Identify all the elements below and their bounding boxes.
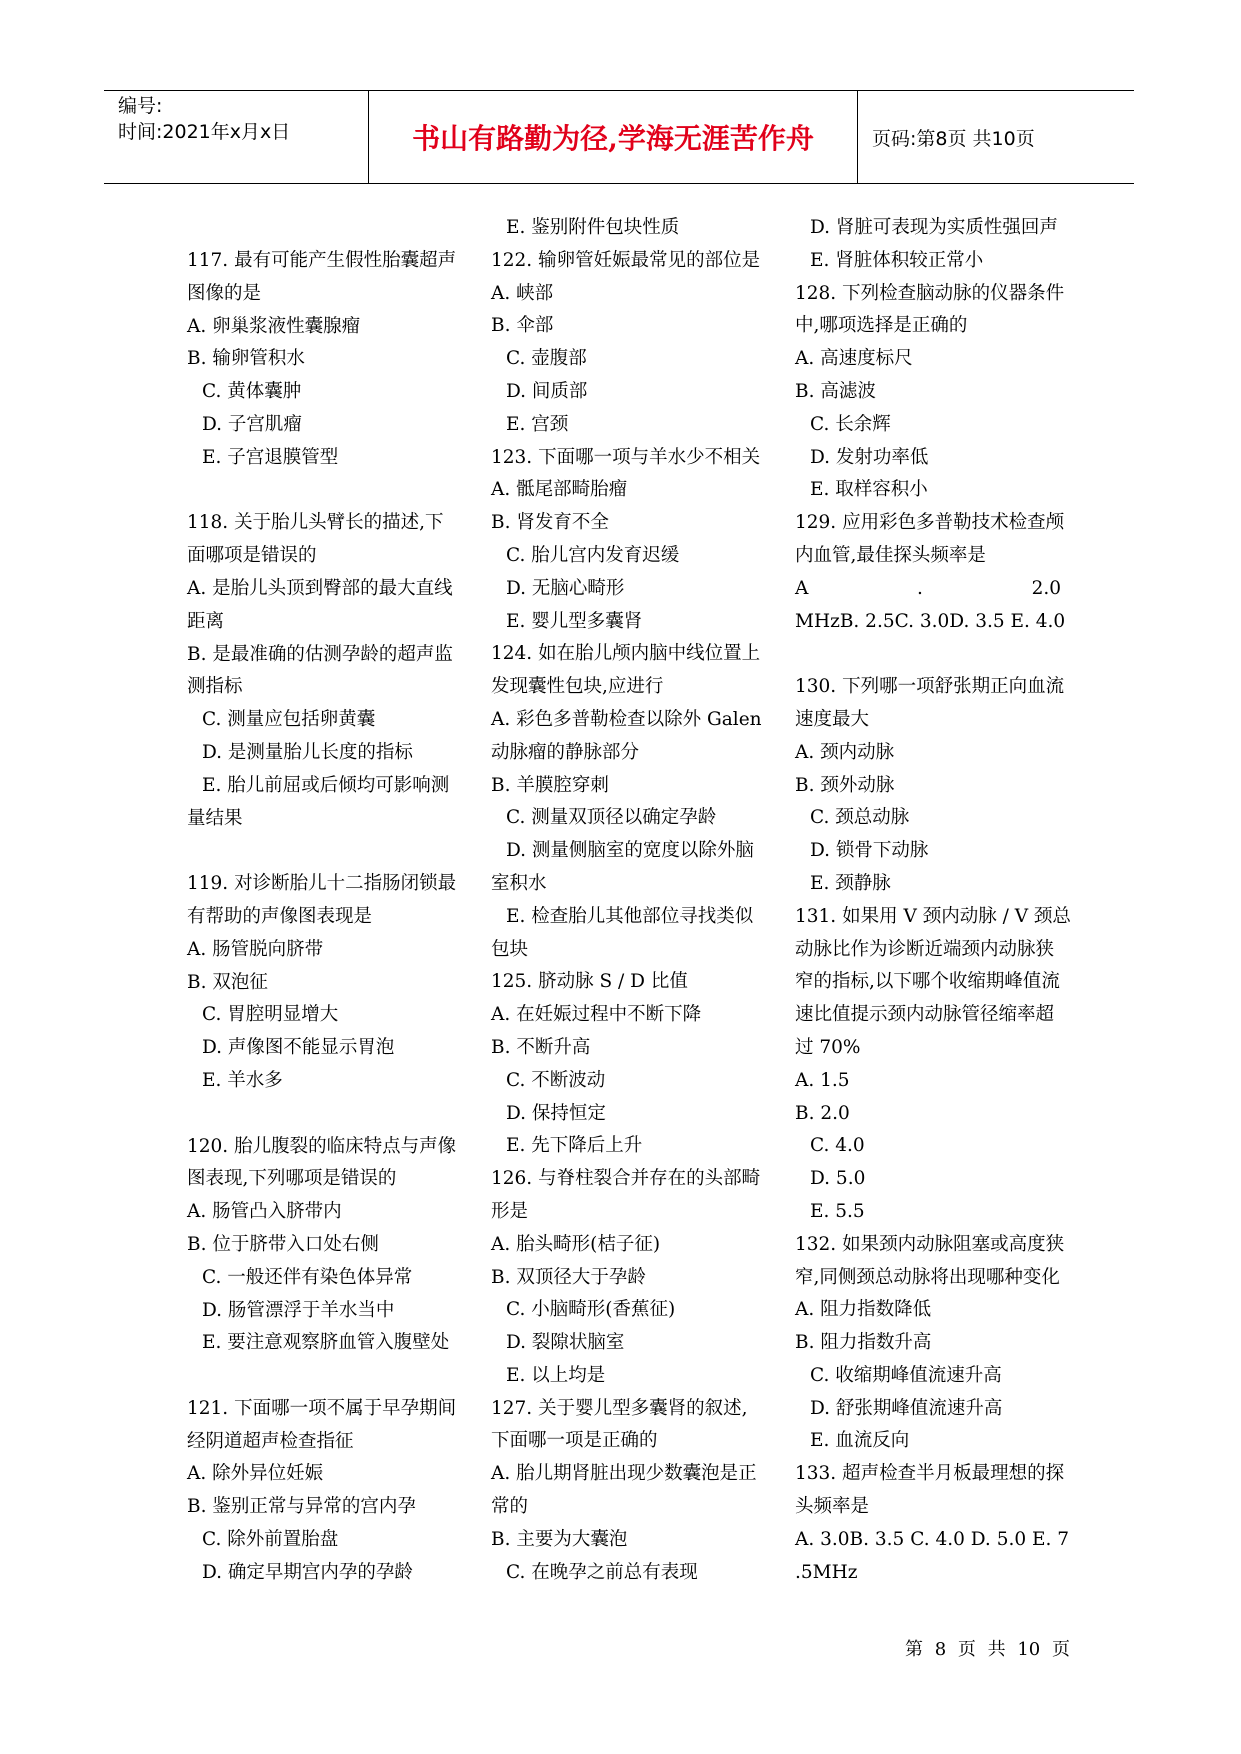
option-line: A. 胎头畸形(桔子征) [491, 1233, 661, 1255]
option-line: C. 小脑畸形(香蕉征) [506, 1299, 676, 1321]
option-line: E. 婴儿型多囊肾 [506, 610, 643, 632]
question-line: 133. 超声检查半月板最理想的探 [795, 1463, 1065, 1485]
question-line: 120. 胎儿腹裂的临床特点与声像 [187, 1135, 457, 1157]
option-line: E. 子宫退膜管型 [202, 446, 339, 468]
option-line: D. 肾脏可表现为实质性强回声 [810, 217, 1058, 238]
option-line: D. 是测量胎儿长度的指标 [202, 741, 413, 763]
question-line: 124. 如在胎儿颅内脑中线位置上 [491, 643, 761, 665]
option-line: 测指标 [187, 676, 243, 698]
option-line: E. 羊水多 [202, 1069, 283, 1091]
option-line: C. 胎儿宫内发育迟缓 [506, 544, 680, 566]
option-line: E. 血流反向 [810, 1430, 910, 1452]
option-line: E. 肾脏体积较正常小 [810, 249, 984, 271]
option-line: A. 在妊娠过程中不断下降 [491, 1004, 702, 1026]
option-line: E. 先下降后上升 [506, 1135, 643, 1157]
question-line: 头频率是 [795, 1496, 870, 1518]
option-line: E. 要注意观察脐血管入腹壁处 [202, 1332, 450, 1354]
question-line: 122. 输卵管妊娠最常见的部位是 [491, 249, 761, 271]
question-line: 窄的指标,以下哪个收缩期峰值流 [795, 971, 1060, 993]
option-line: A. 肠管凸入脐带内 [187, 1201, 342, 1223]
option-line: E. 取样容积小 [810, 479, 928, 501]
option-line: B. 双泡征 [187, 971, 268, 993]
question-line: 128. 下列检查脑动脉的仪器条件 [795, 282, 1065, 304]
option-line: B. 肾发育不全 [491, 512, 609, 534]
option-line: B. 是最准确的估测孕龄的超声监 [187, 643, 453, 665]
question-line: 125. 脐动脉 S / D 比值 [491, 971, 688, 993]
option-line: A. 肠管脱向脐带 [187, 938, 324, 960]
question-line: 126. 与脊柱裂合并存在的头部畸 [491, 1168, 761, 1190]
option-line: E. 颈静脉 [810, 872, 891, 894]
option-line: E. 宫颈 [506, 413, 569, 435]
option-line: 动脉瘤的静脉部分 [491, 741, 640, 763]
option-line: C. 壶腹部 [506, 348, 587, 370]
option-line: B. 高滤波 [795, 380, 876, 402]
option-line: D. 声像图不能显示胃泡 [202, 1037, 395, 1059]
option-line: A. 胎儿期肾脏出现少数囊泡是正 [491, 1463, 757, 1485]
question-column-2 [491, 212, 762, 1589]
question-line: 图像的是 [187, 282, 262, 304]
option-line: A. 彩色多普勒检查以除外 Galen [491, 708, 762, 730]
option-line: C. 黄体囊肿 [202, 381, 302, 403]
question-line: 117. 最有可能产生假性胎囊超声 [187, 250, 457, 271]
option-line: C. 一般还伴有染色体异常 [202, 1266, 413, 1288]
question-line: 下面哪一项是正确的 [491, 1430, 658, 1452]
question-line: 面哪项是错误的 [187, 545, 317, 567]
option-line: C. 不断波动 [506, 1069, 606, 1091]
header-left [118, 91, 368, 185]
option-line: B. 输卵管积水 [187, 348, 305, 370]
option-line: C. 胃腔明显增大 [202, 1004, 339, 1026]
question-line: 窄,同侧颈总动脉将出现哪种变化 [795, 1266, 1060, 1288]
option-line: A. 骶尾部畸胎瘤 [491, 479, 628, 501]
option-line: E. 5.5 [810, 1200, 865, 1222]
option-line: A. 1.5 [795, 1069, 850, 1091]
question-line: 129. 应用彩色多普勒技术检查颅 [795, 512, 1065, 534]
option-line: E. 以上均是 [506, 1364, 606, 1386]
question-line: 118. 关于胎儿头臂长的描述,下 [187, 512, 444, 534]
question-line: 过 70% [795, 1036, 861, 1058]
option-line: A. 峡部 [491, 282, 554, 304]
option-line: D. 肠管漂浮于羊水当中 [202, 1299, 395, 1321]
header-motto: 书山有路勤为径,学海无涯苦作舟 [412, 122, 814, 155]
option-line: C. 测量双顶径以确定孕龄 [506, 807, 717, 829]
option-line: C. 除外前置胎盘 [202, 1529, 339, 1551]
option-line: D. 5.0 [810, 1168, 866, 1190]
option-line: C. 4.0 [810, 1135, 865, 1157]
option-line: 室积水 [491, 872, 547, 894]
option-line: D. 确定早期宫内孕的孕龄 [202, 1561, 413, 1583]
option-line: B. 伞部 [491, 315, 554, 337]
option-line: .5MHz [795, 1561, 858, 1583]
option-line: B. 主要为大囊泡 [491, 1528, 628, 1550]
option-line: A. 卵巢浆液性囊腺瘤 [187, 315, 361, 337]
page-header [104, 90, 1134, 184]
question-line: 121. 下面哪一项不属于早孕期间 [187, 1397, 457, 1419]
option-line: A. 阻力指数降低 [795, 1299, 932, 1321]
option-line: D. 测量侧脑室的宽度以除外脑 [506, 840, 754, 862]
option-line: D. 舒张期峰值流速升高 [810, 1397, 1003, 1419]
question-line: 经阴道超声检查指征 [187, 1430, 354, 1452]
question-line: 发现囊性包块,应进行 [491, 676, 664, 698]
question-column-3 [795, 212, 1071, 1589]
option-line: A. 除外异位妊娠 [187, 1463, 324, 1485]
question-line: 图表现,下列哪项是错误的 [187, 1168, 397, 1190]
option-line: 距离 [187, 610, 225, 632]
option-line: MHzB. 2.5C. 3.0D. 3.5 E. 4.0 [795, 610, 1066, 632]
option-line: D. 锁骨下动脉 [810, 840, 929, 862]
option-line: E. 胎儿前屈或后倾均可影响测 [202, 774, 450, 796]
option-line: B. 鉴别正常与异常的宫内孕 [187, 1496, 416, 1518]
option-line: E. 鉴别附件包块性质 [506, 217, 680, 238]
option-line: C. 测量应包括卵黄囊 [202, 709, 376, 731]
question-line: 有帮助的声像图表现是 [187, 905, 373, 927]
option-fragment: 2.0 [1031, 577, 1061, 599]
option-line: B. 2.0 [795, 1102, 850, 1124]
question-line: 速比值提示颈内动脉管径缩率超 [795, 1004, 1055, 1026]
option-line: D. 间质部 [506, 380, 588, 402]
question-column-1 [187, 245, 457, 1590]
document-date: 时间:2021年x月x日 [118, 121, 291, 143]
option-line: A. 是胎儿头顶到臀部的最大直线 [187, 577, 453, 599]
question-line: 131. 如果用 V 颈内动脉 / V 颈总 [795, 905, 1071, 927]
option-line: D. 子宫肌瘤 [202, 413, 302, 435]
option-line: A. 3.0B. 3.5 C. 4.0 D. 5.0 E. 7 [795, 1528, 1070, 1550]
question-line: 内血管,最佳探头频率是 [795, 544, 986, 566]
option-line: B. 不断升高 [491, 1036, 591, 1058]
page-footer: 第 8 页 共 10 页 [905, 1639, 1070, 1660]
option-line: 包块 [491, 938, 529, 960]
option-line: D. 保持恒定 [506, 1102, 606, 1124]
option-line: B. 位于脐带入口处右侧 [187, 1233, 379, 1255]
option-line: D. 无脑心畸形 [506, 577, 625, 599]
option-line: C. 收缩期峰值流速升高 [810, 1364, 1002, 1386]
option-line: D. 发射功率低 [810, 446, 929, 468]
option-line: B. 羊膜腔穿刺 [491, 774, 609, 796]
question-line: 127. 关于婴儿型多囊肾的叙述, [491, 1397, 748, 1419]
option-fragment: A [795, 577, 809, 599]
option-line: C. 颈总动脉 [810, 807, 910, 829]
option-line: E. 检查胎儿其他部位寻找类似 [506, 905, 754, 927]
option-line-justified [795, 573, 1061, 606]
header-page-info: 页码:第8页 共10页 [872, 127, 1035, 150]
question-line: 形是 [491, 1200, 529, 1222]
option-line: D. 裂隙状脑室 [506, 1332, 625, 1354]
option-line: B. 颈外动脉 [795, 774, 895, 796]
option-line: A. 高速度标尺 [795, 348, 913, 370]
document-number-label: 编号: [118, 95, 163, 117]
option-fragment: . [917, 577, 923, 599]
question-line: 119. 对诊断胎儿十二指肠闭锁最 [187, 873, 457, 895]
question-line: 速度最大 [795, 708, 870, 730]
option-line: B. 双顶径大于孕龄 [491, 1266, 646, 1288]
option-line: 量结果 [187, 807, 243, 829]
option-line: C. 在晚孕之前总有表现 [506, 1561, 698, 1583]
option-line: B. 阻力指数升高 [795, 1332, 932, 1354]
question-line: 132. 如果颈内动脉阻塞或高度狭 [795, 1233, 1065, 1255]
option-line: A. 颈内动脉 [795, 741, 895, 763]
question-line: 中,哪项选择是正确的 [795, 315, 968, 337]
option-line: 常的 [491, 1496, 529, 1518]
question-line: 123. 下面哪一项与羊水少不相关 [491, 446, 761, 468]
option-line: C. 长余辉 [810, 413, 891, 435]
question-line: 动脉比作为诊断近端颈内动脉狭 [795, 938, 1055, 960]
question-line: 130. 下列哪一项舒张期正向血流 [795, 676, 1065, 698]
